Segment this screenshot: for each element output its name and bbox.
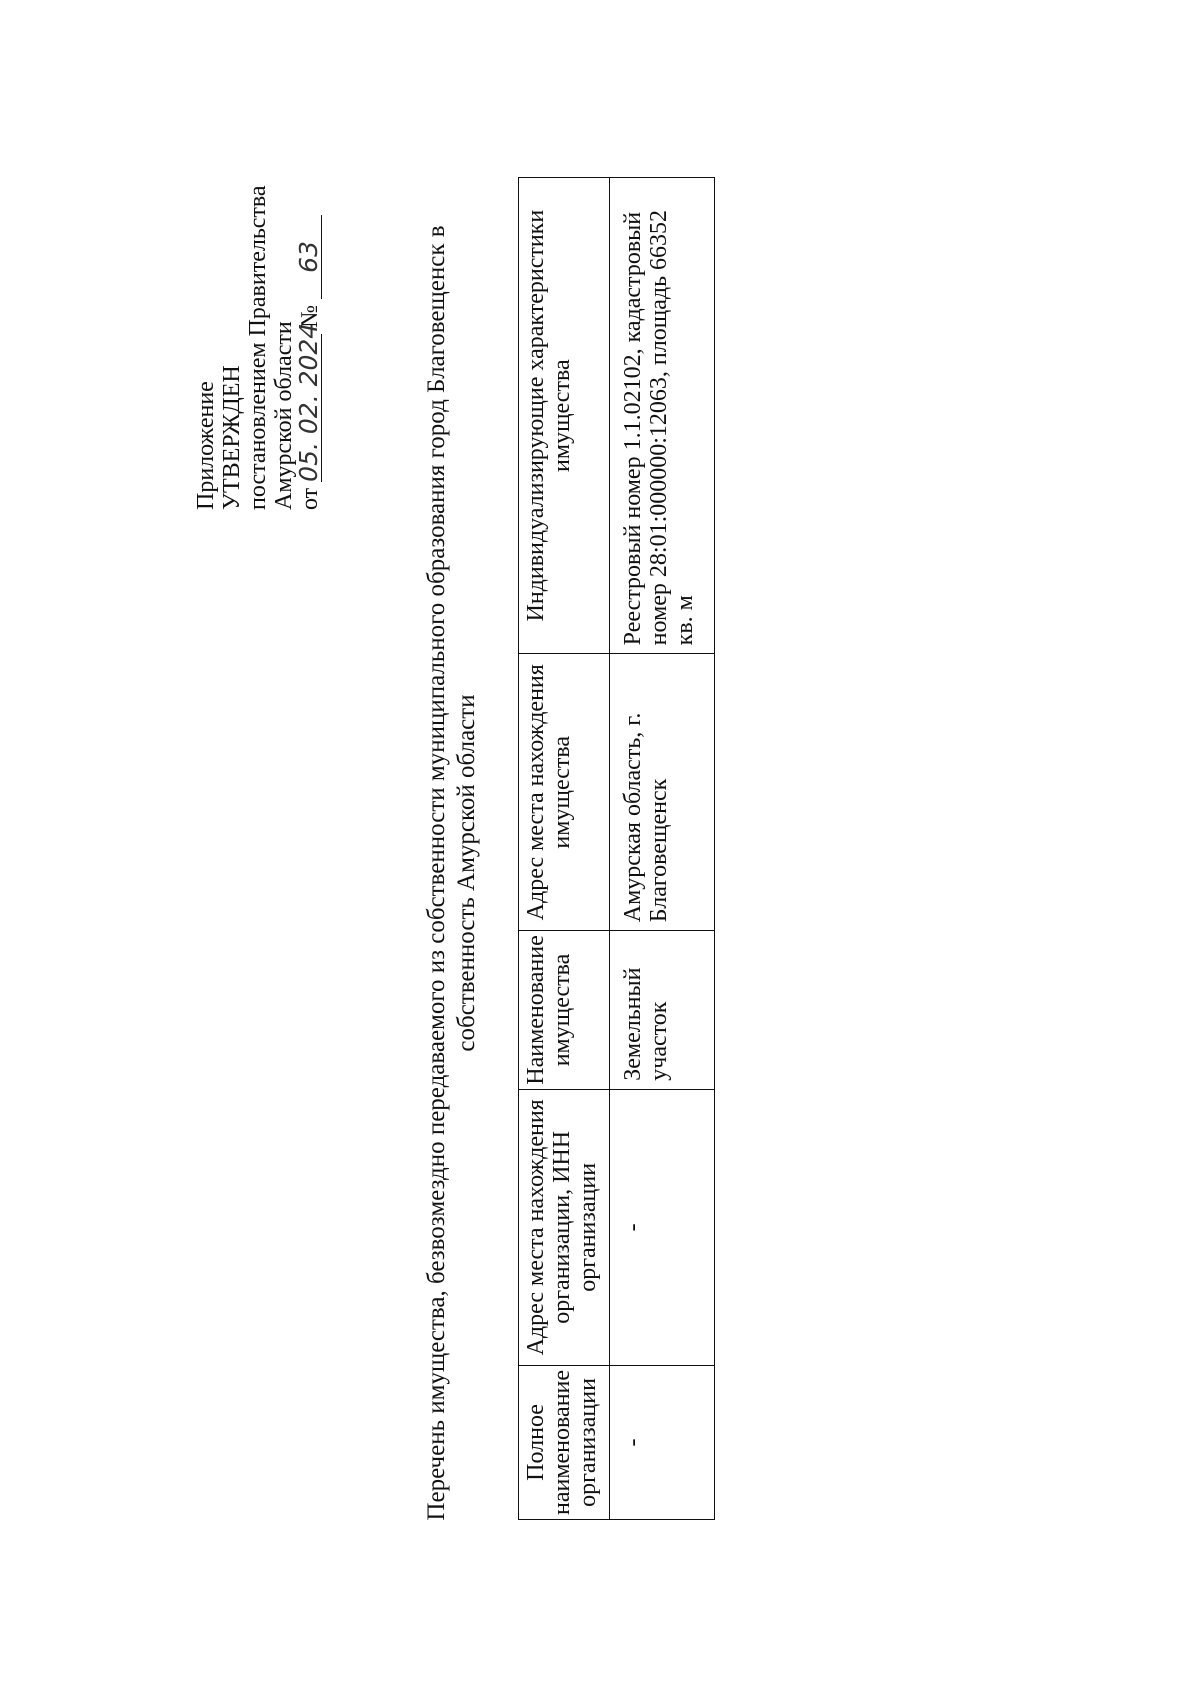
cell-org-address: - [610,1089,715,1365]
cell-characteristics: Реестровый номер 1.1.02102, кадастровый номер 28:01:000000:12063, площадь 66352 кв. м [610,178,715,654]
handwritten-number: 63 [297,215,322,299]
document-title [422,183,482,1563]
approval-date-line [294,190,323,510]
table-header-row [519,178,610,1520]
header-cell: Полное наименование организации [519,1365,610,1519]
title-line: Перечень имущества, безвозмездно передаваемого из собственности муниципального образования город Благовещенск в [423,225,450,1521]
approval-line: УТВЕРЖДЕН [219,365,245,510]
table-row [610,178,715,1520]
property-table [518,177,715,1520]
approval-line: постановлением Правительства [245,185,271,510]
header-cell: Наименование имущества [519,931,610,1090]
date-prefix: от [297,487,323,510]
number-prefix: № [297,304,323,328]
header-cell: Индивидуализирующие характеристики имущества [519,178,610,654]
header-cell: Адрес места нахождения имущества [519,654,610,931]
handwritten-date: 05. 02. 2024 [294,322,323,482]
approval-line: Приложение [193,381,219,510]
approval-stamp [193,185,323,510]
cell-property-address: Амурская область, г. Благовещенск [610,654,715,931]
cell-property-name: Земельный участок [610,931,715,1090]
cell-full-name: - [610,1365,715,1519]
title-line: собственность Амурской области [453,694,480,1052]
header-cell: Адрес места нахождения организации, ИНН организации [519,1089,610,1365]
approval-line: Амурской области [271,321,297,510]
